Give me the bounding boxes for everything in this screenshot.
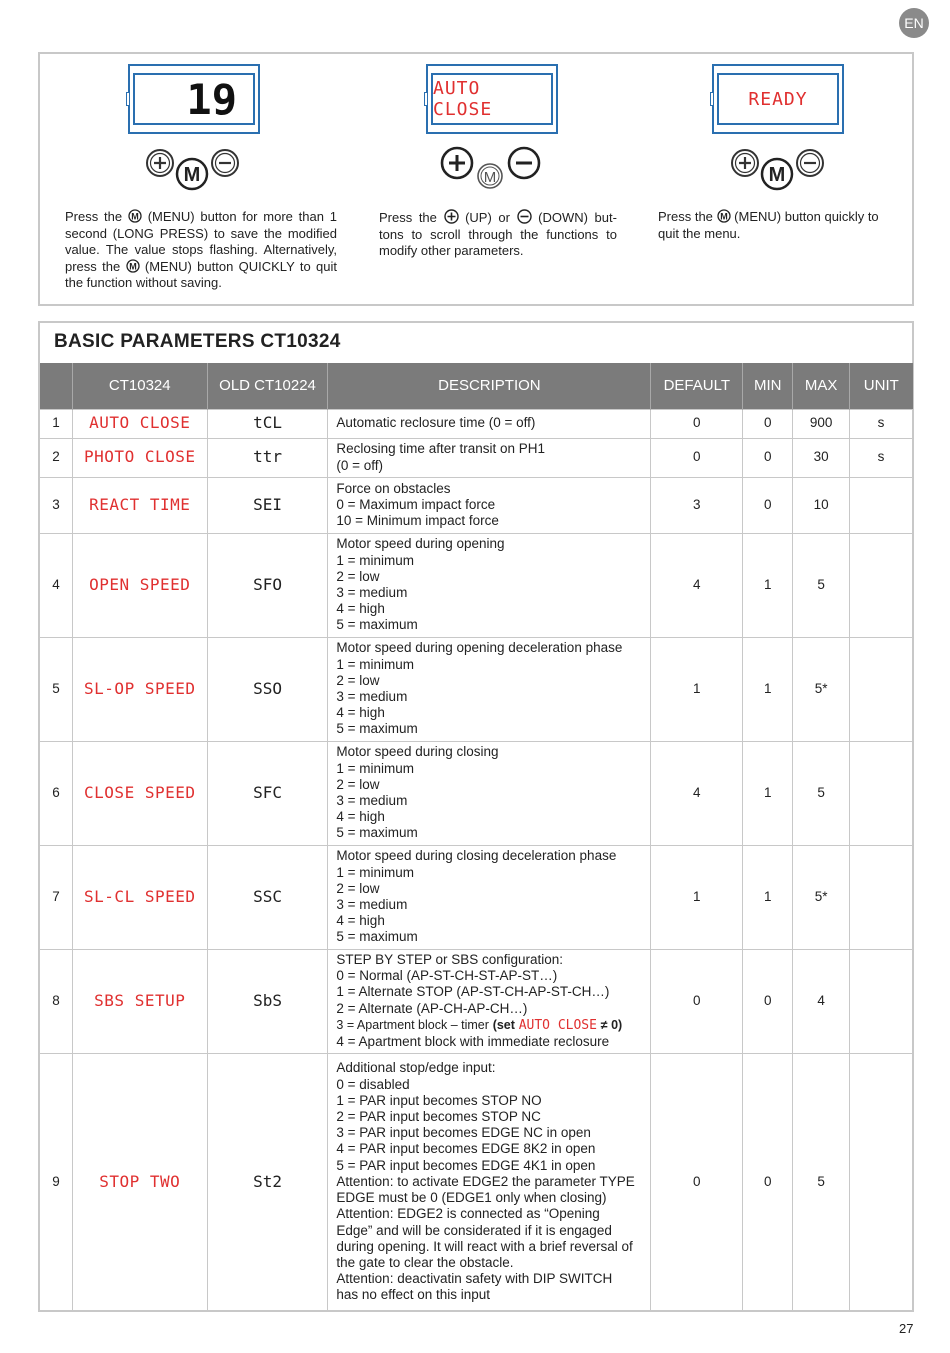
- row-number: 2: [40, 438, 73, 477]
- header-min: MIN: [743, 363, 793, 409]
- old-code: tCL: [207, 409, 328, 438]
- table-row: [40, 1053, 913, 1311]
- max-value: 4: [793, 949, 850, 1053]
- min-value: 0: [743, 949, 793, 1053]
- unit-value: s: [850, 438, 913, 477]
- instruction-text-save: Press the M (MENU) button for more than 1 second (LONG PRESS) to save the modified value. The value stops flashing. Alternatively, press the M (MENU) button QUICKLY to quit the function without saving.: [65, 209, 337, 290]
- old-code: St2: [207, 1053, 328, 1311]
- instruction-text-scroll: Press the (UP) or (DOWN) but-tons to scroll through the functions to modify other parameters.: [379, 210, 617, 258]
- lcd-display-value: [128, 64, 260, 134]
- max-value: 5: [793, 741, 850, 845]
- default-value: 4: [651, 533, 743, 637]
- header-num: [40, 363, 73, 409]
- lcd-code: PHOTO CLOSE: [72, 438, 207, 477]
- description: Motor speed during closing 1 = minimum 2 = low 3 = medium 4 = high 5 = maximum: [328, 741, 651, 845]
- header-unit: UNIT: [850, 363, 913, 409]
- default-value: 4: [651, 741, 743, 845]
- min-value: 0: [743, 1053, 793, 1311]
- lcd-code: SBS SETUP: [72, 949, 207, 1053]
- menu-m-icon: [478, 164, 502, 188]
- default-value: 1: [651, 845, 743, 949]
- default-value: 1: [651, 637, 743, 741]
- button-group-menu-emphasis: [143, 146, 243, 192]
- button-group-updown-emphasis: [440, 146, 544, 192]
- menu-m-icon: [126, 259, 140, 273]
- lcd-text: AUTO CLOSE: [433, 78, 493, 120]
- row-number: 5: [40, 637, 73, 741]
- default-value: 0: [651, 949, 743, 1053]
- description: Motor speed during opening 1 = minimum 2 = low 3 = medium 4 = high 5 = maximum: [328, 533, 651, 637]
- old-code: SEI: [207, 477, 328, 533]
- lcd-display-auto-close: [426, 64, 558, 134]
- old-code: SSO: [207, 637, 328, 741]
- table-row: [40, 949, 913, 1053]
- description: STEP BY STEP or SBS configuration: 0 = Normal (AP-ST-CH-ST-AP-ST…) 1 = Alternate STOP (AP-ST-CH-AP-ST-CH…) 2 = Alternate (AP-CH-AP-CH…) 3 = Apartment block – timer (set AUTO CLOSE ≠ 0) 4 = Apartment block with immediate reclosure: [328, 949, 651, 1053]
- table-row: [40, 409, 913, 438]
- max-value: 5*: [793, 845, 850, 949]
- lcd-code: STOP TWO: [72, 1053, 207, 1311]
- instruction-text-quit: Press the M (MENU) button quickly to quit the menu.: [658, 209, 879, 241]
- old-code: SFO: [207, 533, 328, 637]
- row-number: 6: [40, 741, 73, 845]
- old-code: SSC: [207, 845, 328, 949]
- row-number: 1: [40, 409, 73, 438]
- minus-icon: [509, 148, 539, 178]
- menu-m-icon: [762, 159, 792, 189]
- min-value: 0: [743, 477, 793, 533]
- special-desc-line: 3 = Apartment block – timer (set AUTO CLOSE ≠ 0): [336, 1017, 623, 1033]
- table-row: [40, 845, 913, 949]
- header-ct10324: CT10324: [72, 363, 207, 409]
- svg-text:M: M: [719, 211, 728, 222]
- unit-value: [850, 533, 913, 637]
- header-description: DESCRIPTION: [328, 363, 651, 409]
- description: Reclosing time after transit on PH1 (0 = off): [328, 438, 651, 477]
- plus-icon: [444, 209, 459, 224]
- row-number: 9: [40, 1053, 73, 1311]
- default-value: 3: [651, 477, 743, 533]
- plus-icon: [147, 150, 173, 176]
- button-group-menu-emphasis: [728, 146, 828, 192]
- minus-icon: [517, 209, 532, 224]
- table-title: BASIC PARAMETERS CT10324: [54, 331, 341, 352]
- lcd-display-ready: [712, 64, 844, 134]
- max-value: 10: [793, 477, 850, 533]
- unit-value: [850, 845, 913, 949]
- svg-text:M: M: [183, 164, 201, 186]
- unit-value: [850, 949, 913, 1053]
- default-value: 0: [651, 438, 743, 477]
- parameters-table: [39, 363, 913, 1312]
- description: Additional stop/edge input: 0 = disabled 1 = PAR input becomes STOP NO 2 = PAR input becomes STOP NC 3 = PAR input becomes EDGE NC in open 4 = PAR input becomes EDGE 8K2 in open 5 = PAR input becomes EDGE 4K1 in open Attention: to activate EDGE2 the parameter TYPE EDGE must be 0 (EDGE1 only when closing) Attention: EDGE2 is connected as “Opening Edge” and will be considerated if it is engaged during opening. It will react with a brief reversal of the gate to clear the obstacle. Attention: deactivatin safety with DIP SWITCH has no effect on this input: [328, 1053, 651, 1311]
- minus-icon: [797, 150, 823, 176]
- default-value: 0: [651, 409, 743, 438]
- unit-value: [850, 741, 913, 845]
- lcd-code: OPEN SPEED: [72, 533, 207, 637]
- min-value: 1: [743, 637, 793, 741]
- table-header-row: [40, 363, 913, 409]
- min-value: 1: [743, 845, 793, 949]
- row-number: 3: [40, 477, 73, 533]
- old-code: SbS: [207, 949, 328, 1053]
- table-row: [40, 533, 913, 637]
- lcd-text: READY: [748, 88, 808, 110]
- header-max: MAX: [793, 363, 850, 409]
- description: Motor speed during closing deceleration phase 1 = minimum 2 = low 3 = medium 4 = high 5 = maximum: [328, 845, 651, 949]
- lcd-code: REACT TIME: [72, 477, 207, 533]
- unit-value: [850, 637, 913, 741]
- table-row: [40, 438, 913, 477]
- max-value: 5: [793, 1053, 850, 1311]
- lcd-code: SL-OP SPEED: [72, 637, 207, 741]
- row-number: 8: [40, 949, 73, 1053]
- description: Motor speed during opening deceleration phase 1 = minimum 2 = low 3 = medium 4 = high 5 = maximum: [328, 637, 651, 741]
- lcd-value: 19: [186, 74, 237, 124]
- unit-value: [850, 1053, 913, 1311]
- min-value: 1: [743, 741, 793, 845]
- menu-m-icon: [717, 209, 731, 223]
- description: Automatic reclosure time (0 = off): [328, 409, 651, 438]
- svg-text:M: M: [768, 164, 786, 186]
- lcd-code: CLOSE SPEED: [72, 741, 207, 845]
- default-value: 0: [651, 1053, 743, 1311]
- menu-m-icon: [177, 159, 207, 189]
- minus-icon: [212, 150, 238, 176]
- unit-value: [850, 477, 913, 533]
- max-value: 5*: [793, 637, 850, 741]
- row-number: 7: [40, 845, 73, 949]
- old-code: ttr: [207, 438, 328, 477]
- max-value: 5: [793, 533, 850, 637]
- page-number: 27: [899, 1321, 914, 1336]
- min-value: 0: [743, 438, 793, 477]
- lcd-code: SL-CL SPEED: [72, 845, 207, 949]
- unit-value: s: [850, 409, 913, 438]
- plus-icon: [442, 148, 472, 178]
- menu-m-icon: [128, 209, 142, 223]
- max-value: 30: [793, 438, 850, 477]
- plus-icon: [732, 150, 758, 176]
- old-code: SFC: [207, 741, 328, 845]
- row-number: 4: [40, 533, 73, 637]
- svg-text:M: M: [483, 169, 497, 186]
- table-row: [40, 637, 913, 741]
- header-old-ct10224: OLD CT10224: [207, 363, 328, 409]
- svg-text:M: M: [128, 261, 137, 271]
- header-default: DEFAULT: [651, 363, 743, 409]
- inline-lcd-code: AUTO CLOSE: [518, 1017, 597, 1033]
- svg-text:M: M: [131, 211, 139, 222]
- min-value: 1: [743, 533, 793, 637]
- max-value: 900: [793, 409, 850, 438]
- table-row: [40, 741, 913, 845]
- description: Force on obstacles 0 = Maximum impact force 10 = Minimum impact force: [328, 477, 651, 533]
- min-value: 0: [743, 409, 793, 438]
- table-row: [40, 477, 913, 533]
- lcd-code: AUTO CLOSE: [72, 409, 207, 438]
- language-badge: EN: [899, 8, 929, 38]
